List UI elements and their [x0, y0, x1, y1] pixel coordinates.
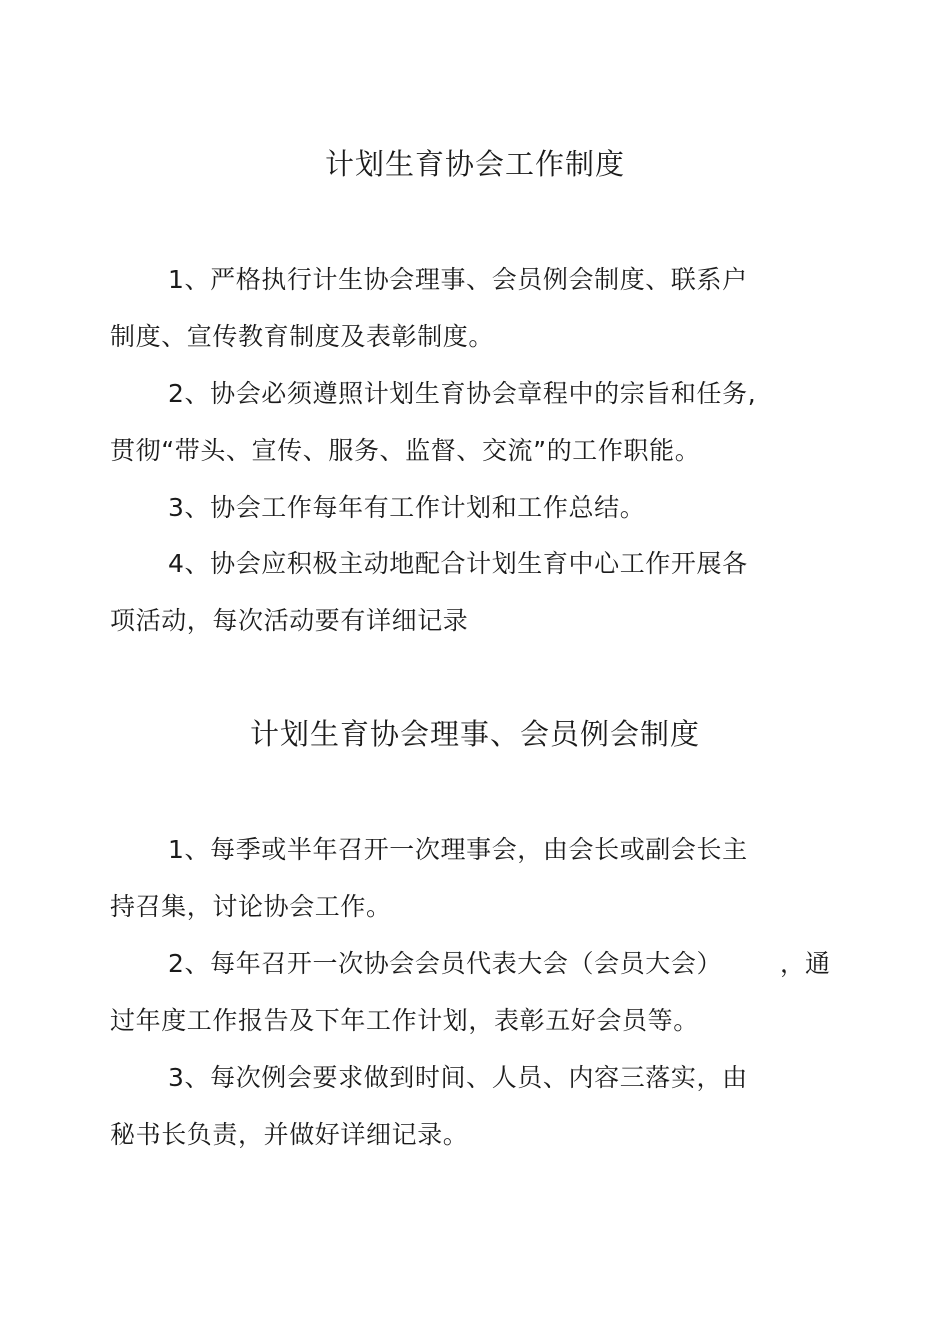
section1-item1-line2: 制度、宣传教育制度及表彰制度。 [110, 322, 495, 351]
section1-item1-line1: 1、严格执行计生协会理事、会员例会制度、联系户 [168, 265, 748, 294]
section1-item2-line2: 贯彻“带头、宣传、服务、监督、交流”的工作职能。 [110, 436, 701, 465]
section1-item3-line1: 3、协会工作每年有工作计划和工作总结。 [168, 493, 646, 522]
section2-item3-line2: 秘书长负责，并做好详细记录。 [110, 1120, 469, 1149]
section2-item1-line1: 1、每季或半年召开一次理事会，由会长或副会长主 [168, 835, 748, 864]
section2-item2-line1: 2、每年召开一次协会会员代表大会（会员大会） [168, 949, 723, 978]
section1-item2-line1: 2、协会必须遵照计划生育协会章程中的宗旨和任务, [168, 379, 757, 408]
section1-item4-line2: 项活动，每次活动要有详细记录 [110, 606, 469, 635]
section2-title: 计划生育协会理事、会员例会制度 [249, 717, 700, 751]
section2-item1-line2: 持召集，讨论协会工作。 [110, 892, 392, 921]
section2-item2-line1-tail: ，通 [780, 949, 831, 978]
section2-item2-line2: 过年度工作报告及下年工作计划，表彰五好会员等。 [110, 1006, 699, 1035]
section2-item3-line1: 3、每次例会要求做到时间、人员、内容三落实，由 [168, 1063, 748, 1092]
section1-title: 计划生育协会工作制度 [324, 147, 625, 181]
section1-item4-line1: 4、协会应积极主动地配合计划生育中心工作开展各 [168, 549, 748, 578]
